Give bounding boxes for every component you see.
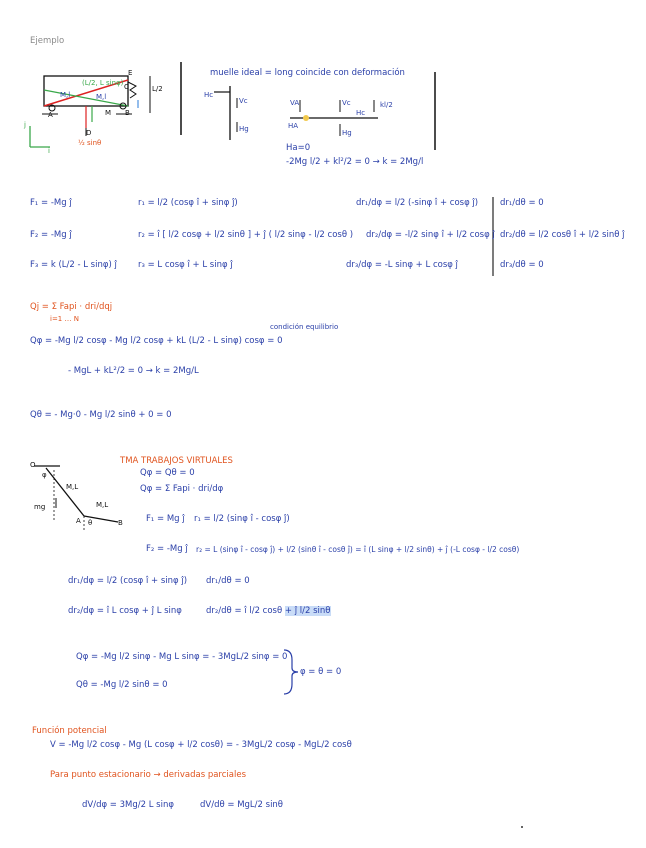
position-r2: r₂ = î [ l/2 cosφ + l/2 sinθ ] + ĵ ( l/2 sinφ - l/2 cosθ ) (138, 230, 354, 240)
dv-dtheta: dV/dθ = MgL/2 sinθ (200, 800, 284, 810)
force-f2: F₂ = -Mg ĵ (30, 230, 72, 240)
label-ml-2: M,l (96, 93, 107, 101)
label-d: D (86, 129, 92, 137)
virtual-d2-theta (206, 606, 331, 617)
label-hg: Hg (239, 125, 249, 133)
fig-label-mg: mg (34, 503, 46, 511)
fig-label-o: O (30, 461, 36, 469)
label-hg-2: Hg (342, 129, 352, 137)
virtual-r2: r₂ = L (sinφ î - cosφ ĵ) + l/2 (sinθ î - cosθ ĵ) = î (L sinφ + l/2 sinθ) + ĵ (-L cosφ - l/2 cosθ) (196, 545, 520, 554)
label-va: VA (290, 99, 300, 107)
fig-label-ml2: M,L (96, 501, 109, 509)
highlighted-term: + ĵ l/2 sinθ (284, 606, 331, 616)
potential-heading: Función potencial (32, 726, 107, 736)
fig-label-a: A (76, 517, 81, 525)
label-l2: L/2 (152, 85, 163, 93)
virtual-d2: dr₂/dφ = î L cosφ + ĵ L sinφ (68, 606, 182, 616)
virtual-d1: dr₁/dφ = l/2 (cosφ î + sinφ ĵ) (68, 576, 188, 586)
label-ha: HA (288, 122, 299, 130)
fig-label-phi: φ (42, 471, 47, 479)
label-vc: Vc (239, 97, 248, 105)
q-theta-equation: Qθ = - Mg·0 - Mg l/2 sinθ + 0 = 0 (30, 410, 172, 420)
virtual-d1-theta: dr₁/dθ = 0 (206, 576, 250, 586)
derivative-r3-theta: dr₃/dθ = 0 (500, 260, 544, 270)
equilibrium-result: φ = θ = 0 (300, 667, 342, 677)
ha-equation: Ha=0 (286, 143, 311, 153)
virtual-q-sum: Qφ = Σ Fapi · dri/dφ (140, 484, 224, 494)
virtual-q-theta: Qθ = -Mg l/2 sinθ = 0 (76, 680, 168, 690)
dv-dphi: dV/dφ = 3Mg/2 L sinφ (82, 800, 174, 810)
virtual-q-zero: Qφ = Qθ = 0 (140, 468, 195, 478)
label-b: B (125, 109, 130, 117)
fig-label-b: B (118, 519, 123, 527)
spring-note: muelle ideal = long coincide con deformación (210, 68, 405, 78)
equilibrium-note: condición equilibrio (270, 323, 339, 331)
label-vc-2: Vc (342, 99, 351, 107)
virtual-work-heading: TMA TRABAJOS VIRTUALES (120, 456, 233, 466)
derivative-r2-phi: dr₂/dφ = -l/2 sinφ î + l/2 cosφ ĵ (366, 230, 495, 240)
label-kl2: kl/2 (380, 101, 393, 109)
label-hc-2: Hc (356, 109, 366, 117)
sum-limits: i=1 … N (50, 315, 79, 323)
force-f3: F₃ = k (L/2 - L sinφ) ĵ (30, 260, 117, 270)
virtual-d2-theta-main: dr₂/dθ = î l/2 cosθ (206, 606, 283, 616)
moment-equation: -2Mg l/2 + kl²/2 = 0 → k = 2Mg/l (286, 157, 424, 167)
label-hc: Hc (204, 91, 214, 99)
label-point-s: (L/2, L sinφ) (82, 79, 124, 87)
virtual-f1: F₁ = Mg ĵ (146, 514, 185, 524)
label-c: C (124, 83, 129, 91)
fig-label-theta: θ (88, 519, 93, 527)
virtual-q-phi: Qφ = -Mg l/2 sinφ - Mg L sinφ = - 3MgL/2 sinφ = 0 (76, 652, 288, 662)
label-a: A (48, 111, 53, 119)
generalized-force-def: Qj = Σ Fapi · dri/dqj (30, 302, 113, 312)
virtual-f2: F₂ = -Mg ĵ (146, 544, 188, 554)
stationary-note: Para punto estacionario → derivadas parciales (50, 770, 247, 780)
q-phi-equation: Qφ = -Mg l/2 cosφ - Mg l/2 cosφ + kL (L/2 - L sinφ) cosφ = 0 (30, 336, 283, 346)
q-phi-result: - MgL + kL²/2 = 0 → k = 2Mg/L (68, 366, 199, 376)
page-title: Ejemplo (30, 36, 65, 46)
label-e: E (128, 69, 133, 77)
axis-j-label: j (24, 121, 26, 129)
label-half-sin: ½ sinθ (78, 139, 102, 147)
derivative-r1-phi: dr₁/dφ = l/2 (-sinφ î + cosφ ĵ) (356, 198, 479, 208)
derivative-r2-theta: dr₂/dθ = l/2 cosθ î + l/2 sinθ ĵ (500, 230, 625, 240)
axis-i-label: i (48, 147, 50, 155)
force-f1: F₁ = -Mg ĵ (30, 198, 72, 208)
position-r3: r₃ = L cosφ î + L sinφ ĵ (138, 260, 233, 270)
derivative-r1-theta: dr₁/dθ = 0 (500, 198, 544, 208)
derivative-r3-phi: dr₃/dφ = -L sinφ + L cosφ ĵ (346, 260, 458, 270)
virtual-r1: r₁ = l/2 (sinφ î - cosφ ĵ) (194, 514, 290, 524)
position-r1: r₁ = l/2 (cosφ î + sinφ ĵ) (138, 198, 238, 208)
label-m: M (105, 109, 112, 117)
potential-equation: V = -Mg l/2 cosφ - Mg (L cosφ + l/2 cosθ) = - 3MgL/2 cosφ - MgL/2 cosθ (50, 740, 352, 750)
label-ml: M,l (60, 91, 71, 99)
fig-label-ml1: M,L (66, 483, 79, 491)
